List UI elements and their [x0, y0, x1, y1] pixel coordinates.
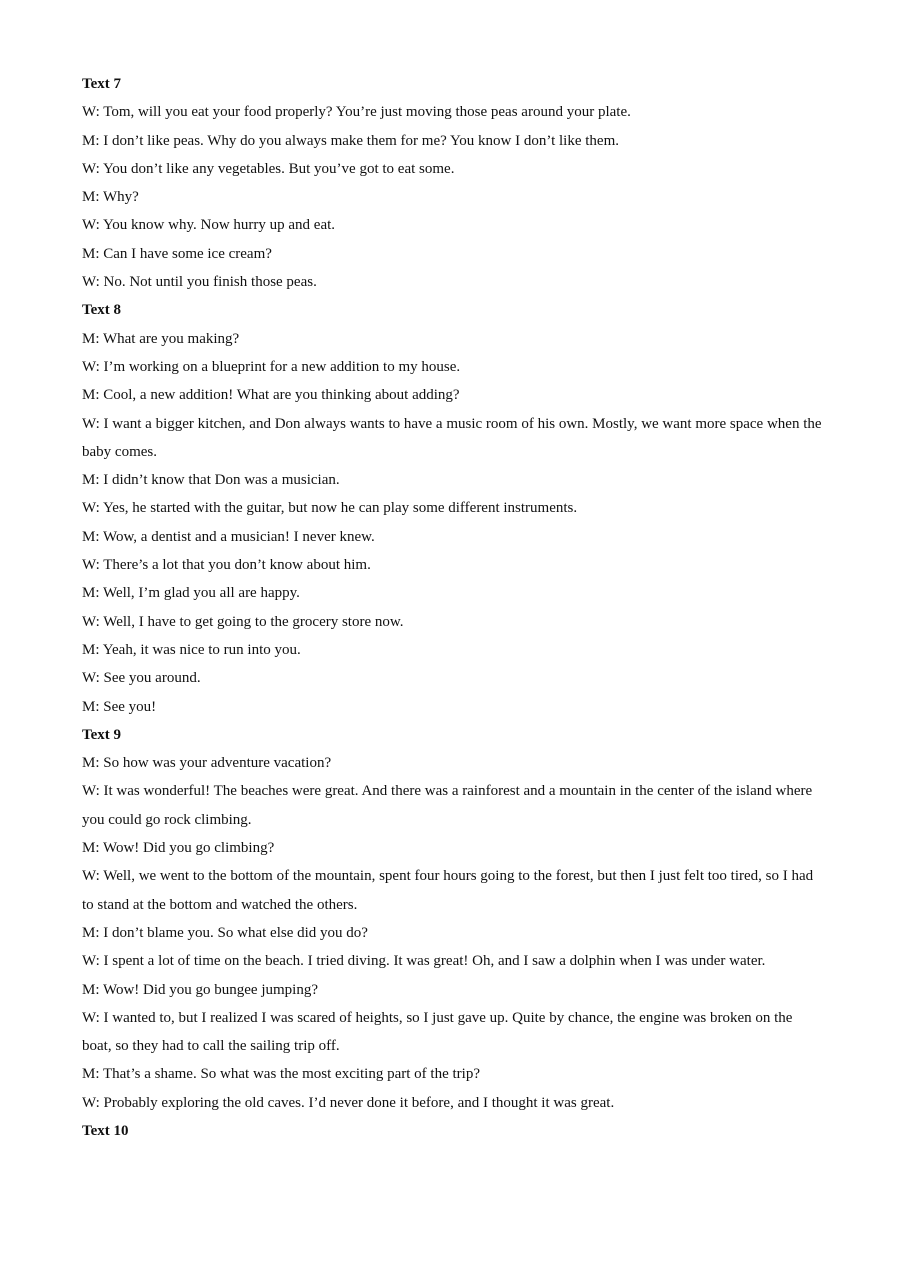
dialogue-line: M: I didn’t know that Don was a musician. [82, 472, 340, 489]
dialogue-line: W: I want a bigger kitchen, and Don always wants to have a music room of his own. Mostly, we want more space when the baby comes. [82, 415, 822, 460]
dialogue-line: M: What are you making? [82, 330, 240, 347]
dialogue-line: M: I don’t like peas. Why do you always make them for me? You know I don’t like them. [82, 132, 620, 149]
dialogue-line: M: See you! [82, 698, 157, 715]
section-heading: Text 10 [82, 1122, 129, 1139]
dialogue-line: W: It was wonderful! The beaches were great. And there was a rainforest and a mountain in the center of the island where you could go rock climbing. [82, 783, 813, 828]
dialogue-line: W: There’s a lot that you don’t know about him. [82, 557, 371, 574]
dialogue-line: W: Well, we went to the bottom of the mountain, spent four hours going to the forest, but then I just felt too tired, so I had to stand at the bottom and watched the others. [82, 868, 814, 913]
dialogue-line: M: Can I have some ice cream? [82, 245, 272, 262]
dialogue-line: M: So how was your adventure vacation? [82, 755, 332, 772]
section-heading: Text 9 [82, 726, 122, 743]
transcript-body [82, 70, 822, 1145]
section-heading: Text 7 [82, 76, 122, 92]
dialogue-line: W: You know why. Now hurry up and eat. [82, 217, 336, 234]
dialogue-line: M: Why? [82, 189, 139, 206]
dialogue-line: W: Probably exploring the old caves. I’d never done it before, and I thought it was great. [82, 1094, 615, 1111]
dialogue-line: M: Wow! Did you go climbing? [82, 840, 275, 857]
section-heading: Text 8 [82, 302, 122, 319]
dialogue-line: W: I’m working on a blueprint for a new addition to my house. [82, 358, 461, 375]
dialogue-line: M: Wow! Did you go bungee jumping? [82, 981, 318, 998]
dialogue-line: W: You don’t like any vegetables. But you’ve got to eat some. [82, 160, 455, 177]
dialogue-line: M: Well, I’m glad you all are happy. [82, 585, 300, 602]
dialogue-line: W: No. Not until you finish those peas. [82, 274, 317, 291]
section-text-10 [82, 1117, 822, 1145]
section-text-9 [82, 721, 822, 1117]
dialogue-line: W: See you around. [82, 670, 201, 687]
dialogue-line: W: I spent a lot of time on the beach. I tried diving. It was great! Oh, and I saw a dolphin when I was under water. [82, 953, 766, 970]
dialogue-line: M: I don’t blame you. So what else did you do? [82, 924, 368, 941]
dialogue-line: M: That’s a shame. So what was the most exciting part of the trip? [82, 1066, 480, 1083]
dialogue-line: M: Wow, a dentist and a musician! I never knew. [82, 528, 375, 545]
dialogue-line: W: I wanted to, but I realized I was scared of heights, so I just gave up. Quite by chance, the engine was broken on the boat, so they had to call the sailing trip off. [82, 1009, 793, 1055]
dialogue-line: W: Yes, he started with the guitar, but now he can play some different instruments. [82, 500, 578, 517]
section-text-8 [82, 296, 822, 720]
dialogue-line: M: Yeah, it was nice to run into you. [82, 641, 301, 658]
dialogue-line: W: Well, I have to get going to the grocery store now. [82, 613, 404, 630]
section-text-7 [82, 70, 822, 296]
dialogue-line: W: Tom, will you eat your food properly? You’re just moving those peas around your plate. [82, 104, 631, 121]
dialogue-line: M: Cool, a new addition! What are you thinking about adding? [82, 387, 460, 404]
